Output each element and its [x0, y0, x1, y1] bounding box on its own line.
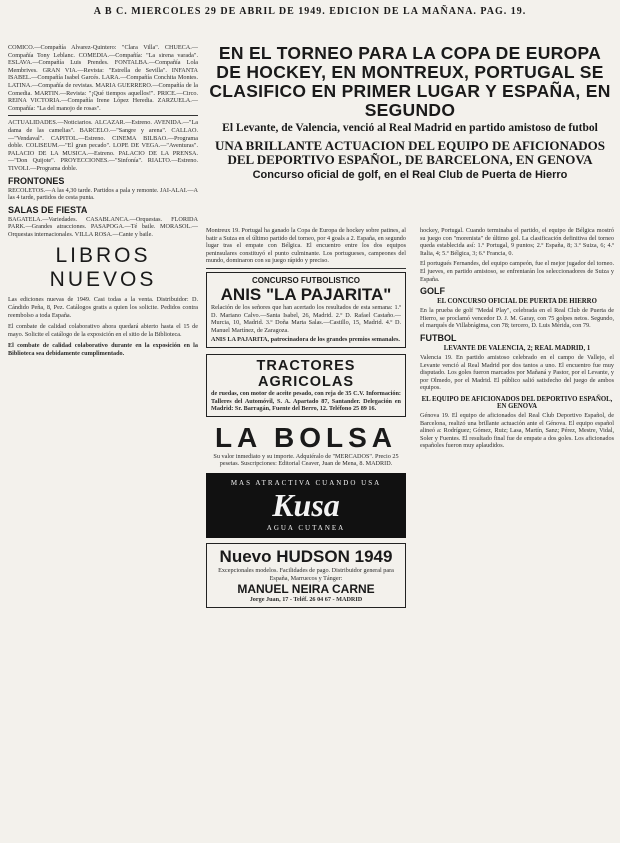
quiniela-foot: ANIS LA PAJARITA, patrocinadora de los grandes premios semanales. [211, 336, 400, 344]
libros-nuevos-title: LIBROS NUEVOS [49, 244, 157, 292]
hudson-dealer: MANUEL NEIRA CARNE [237, 582, 375, 597]
right-column [420, 227, 614, 450]
mid-column [206, 227, 406, 614]
second-headline: UNA BRILLANTE ACTUACION DEL EQUIPO DE AFICIONADOS DEL DEPORTIVO ESPAÑOL, DE BARCELONA, EN GENOVA [214, 138, 606, 167]
genova-subtitle: EL EQUIPO DE AFICIONADOS DEL DEPORTIVO ESPAÑOL, EN GENOVA [421, 395, 613, 410]
quiniela-kicker: CONCURSO FUTBOLISTICO [252, 275, 360, 285]
hudson-ad [206, 543, 406, 608]
futbol-section-title: FUTBOL [420, 332, 457, 343]
cinema-listings: ACTUALIDADES.—Noticiarios. ALCAZAR.—Estreno. AVENIDA.—"La dama de las camelias". BARCELO.—"Sangre y arena". CALLAO.—"Vendaval". CAPITOL.—Estreno. CINEMA BILBAO.—Programa doble. COLISEUM.—"El gran pecado". LOPE DE VEGA.—"Aventuras". PALACIO DE LA MUSICA.—Estreno. PALACIO DE LA PRENSA.—"Don Quijote". PROYECCIONES.—"Sinfonía". RIALTO.—Estreno. TIVOLI.—Programa doble. [8, 119, 198, 172]
bolsa-text: Su valor inmediato y su importe. Adquiéralo de "MERCADOS". Precio 25 pesetas. Suscripciones: Editorial Ceaver, Juan de Mena, 8. MADRID. [213, 452, 399, 468]
salas-title: SALAS DE FIESTA [8, 204, 88, 215]
quiniela-title: ANIS "LA PAJARITA" [220, 284, 392, 304]
golf-subheadline: Concurso oficial de golf, en el Real Club de Puerta de Hierro [252, 169, 568, 181]
running-head: A B C. MIERCOLES 29 DE ABRIL DE 1949. EDICION DE LA MAÑANA. PAG. 19. [93, 6, 527, 17]
golf-subtitle: EL CONCURSO OFICIAL DE PUERTA DE HIERRO [437, 298, 597, 306]
kusa-ad [206, 473, 406, 538]
left-column [8, 44, 198, 836]
main-subheadline: El Levante, de Valencia, venció al Real Madrid en partido amistoso de futbol [222, 122, 598, 134]
libros-text: Las ediciones nuevas de 1949. Casi todas a la venta. Distribuidor: D. Cándido Peña, 8, Pez. Catálogos gratis a quien los solicite. Pedidos contra reembolso a toda España. [8, 296, 198, 319]
quiniela-ad [206, 272, 406, 348]
hudson-title: Nuevo HUDSON 1949 [219, 546, 393, 566]
libros-foot: El combate de calidad colaborativo ahora quedará abierto hasta el 15 de mayo. Solicite el catálogo de la exposición en el sitio de la Biblioteca. [8, 323, 198, 338]
tractores-text: de ruedas, con motor de aceite pesado, con reja de 35 C.V. Información: Talleres del Automóvil, S. A. Apartado 87, Santander. Delegación en Madrid: Sr. Barragán, Fuente del Berro, 12. Teléfono 25 89 16. [211, 389, 401, 413]
hudson-text: Excepcionales modelos. Facilidades de pago. Distribuidor general para España, Marruecos y Tánger: [218, 566, 394, 582]
futbol-subtitle: LEVANTE DE VALENCIA, 2; REAL MADRID, 1 [443, 344, 591, 352]
main-headline: EN EL TORNEO PARA LA COPA DE EUROPA DE HOCKEY, EN MONTREUX, PORTUGAL SE CLASIFICO EN PRIMER LUGAR Y ESPAÑA, EN SEGUNDO [209, 43, 611, 120]
golf-section-title: GOLF [420, 286, 445, 297]
frontones-text: RECOLETOS.—A las 4,30 tarde. Partidos a pala y remonte. JAI-ALAI.—A las 4 tarde, partidos de cesta punta. [8, 186, 198, 202]
salas-text: BAGATELA.—Variedades. CASABLANCA.—Orquestas. FLORIDA PARK.—Grandes atracciones. PASAPOGA.—Té baile. MORASOL.—Orquestas internacionales. VILLA ROSA.—Cante y baile. [8, 215, 198, 238]
tractores-title: TRACTORES AGRICOLAS [256, 357, 356, 390]
futbol-article: Valencia 19. En partido amistoso celebrado en el campo de Vallejo, el Levante venció al Real Madrid por dos tantos a uno. El encuentro fue muy disputado. Los goles fueron marcados por Mañaná y Pastor, por el Levante, y por Olmedo, por el Madrid. El público salió satisfecho del juego de ambos equipos. [420, 353, 614, 392]
libros-bold-note: El combate de calidad colaborativo durante en la exposición en la Biblioteca sea debidamente cumplimentado. [8, 342, 198, 358]
kusa-bottom: AGUA CUTANEA [266, 523, 346, 532]
hockey-notes: El portugués Fernandes, del equipo campeón, fue el mejor jugador del torneo. El jueves, en partido amistoso, se enfrentarán los seleccionadores de Suiza y España. [420, 260, 614, 283]
frontones-title: FRONTONES [8, 175, 65, 186]
kusa-brand: Kusa [272, 486, 340, 523]
genova-article: Génova 19. El equipo de aficionados del Real Club Deportivo Español, de Barcelona, realizó una brillante actuación ante el Génova. El equipo español alineó a: Rodríguez; Gómez, Ruiz; Lasa, Martín, Sanz; Pérez, Mestre, Vidal, Soler y Fuentes. El resultado final fue de empate a dos goles. Los aficionados españoles fueron muy aplaudidos. [420, 411, 614, 450]
hudson-address: Jorge Juan, 17 - Teléf. 26 04 67 - MADRID [249, 596, 363, 604]
theatre-listings: COMICO.—Compañía Alvarez-Quintero: "Clara Villa". CHUECA.—Compañía Tony Leblanc. COMEDIA.—Compañía: "La sirena varada". ESLAVA.—Compañía Luis Prendes. FONTALBA.—Compañía Lola Membrives. GRAN VIA.—Revista: "Estrella de Sevilla". INFANTA ISABEL.—Compañía Isabel Garcés. LARA.—Compañía Conchita Montes. LATINA.—Compañía de revistas. MARIA GUERRERO.—Compañía de la Comedia. MARTIN.—Revista: "¡Qué tiempos aquellos!". PRICE.—Circo. REINA VICTORIA.—Compañía Irene López Heredia. ZARZUELA.—Compañía: "La del manojo de rosas". [8, 44, 198, 112]
quiniela-body: Relación de los señores que han acertado los resultados de esta semana: 1.º D. Mariano Calvo.—Santa Isabel, 26, Madrid. 2.º D. Rafael Castaño.—Murcia, 10, Madrid. 3.º Doña Marta Salas.—Castillo, 15, Madrid. 4.º D. Manuel Martínez, de Zaragoza. [211, 303, 401, 334]
kusa-top: MAS ATRACTIVA CUANDO USA [230, 478, 382, 487]
golf-article: En la prueba de golf "Medal Play", celebrada en el Real Club de Puerta de Hierro, se proclamó vencedor D. J. M. Garay, con 75 golpes netos. Segundo, el marqués de Villabrágima, con 78; tercero, D. Luis Mérida, con 79. [420, 307, 614, 330]
main-headline-block [206, 44, 614, 182]
hockey-article: Montreux 19. Portugal ha ganado la Copa de Europa de hockey sobre patines, al batir a Suiza en el último partido del torneo, por 4 goals a 2. España, en segundo lugar tras el empate con Bélgica. El encuentro entre los dos equipos peninsulares constituyó el punto culminante. Los portugueses, campeones del mundo, dominaron con su juego rápido y preciso. [206, 227, 406, 265]
bolsa-ad [206, 423, 406, 468]
bolsa-title: LA BOLSA [214, 421, 398, 453]
tractores-ad [206, 354, 406, 417]
hockey-continued: hockey, Portugal. Cuando terminaba el partido, el equipo de Bélgica mostró su juego con "morenista" de último gol. La clasificación definitiva del torneo queda establecida así: 1.º Portugal, 9 puntos; 2.º España, 8; 3.º Suiza, 6; 4.º Italia, 4; 5.º Bélgica, 3; 6.º Francia, 0. [420, 227, 614, 257]
